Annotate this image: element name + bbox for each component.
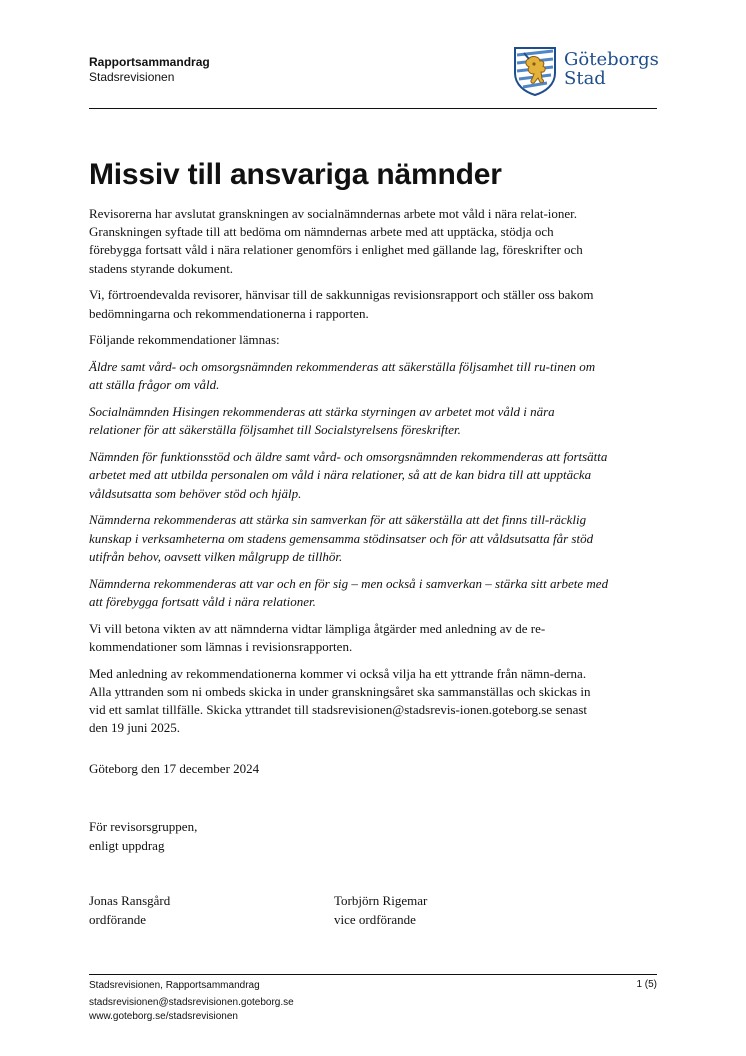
signoff-line-2: enligt uppdrag [89, 838, 165, 853]
footer-divider [89, 974, 657, 975]
paragraph-intro: Revisorerna har avslutat granskningen av socialnämndernas arbete mot våld i nära relat-ioner. Granskningen syftade till att bedöma om nämndernas arbete med att upptäcka, stödja och förebygga fortsatt våld i nära relationer genomförs i enlighet med gällande lag, föreskrifter och stadens styrande dokument. [89, 206, 583, 276]
recommendation-2: Socialnämnden Hisingen rekommenderas att stärka styrningen av arbetet mot våld i nära relationer för att säkerställa följsamhet till Socialstyrelsens föreskrifter. [89, 404, 555, 438]
logo-line-2: Stad [564, 68, 606, 89]
city-crest-icon [512, 45, 558, 97]
signoff-line-1: För revisorsgruppen, [89, 819, 198, 834]
recommendation-4: Nämnderna rekommenderas att stärka sin samverkan för att säkerställa att det finns till-räcklig kunskap i verksamheterna om stadens gemensamma stödinsatser och för att våldsutsatta får stöd utifrån behov, oavsett vilken målgrupp de tillhör. [89, 512, 594, 564]
recommendation-3: Nämnden för funktionsstöd och äldre samt vård- och omsorgsnämnden rekommenderas att fortsätta arbetet med att utbilda personalen om våld i nära relationer, så att de kan bidra till att upptäcka våldsutsatta som behöver stöd och hjälp. [89, 449, 608, 501]
header-subtitle: Stadsrevisionen [89, 70, 175, 84]
footer-website: www.goteborg.se/stadsrevisionen [89, 1011, 238, 1022]
signatory-name: Torbjörn Rigemar [334, 893, 428, 908]
document-body [89, 205, 609, 746]
signatory-1 [89, 891, 170, 929]
paragraph-emphasis: Vi vill betona vikten av att nämnderna vidtar lämpliga åtgärder med anledning av de re-kommendationer som lämnas i revisionsrapporten. [89, 620, 546, 654]
paragraph-response-request: Med anledning av rekommendationerna kommer vi också vilja ha ett yttrande från nämn-derna. Alla yttranden som ni ombeds skicka in under granskningsåret ska sammanställas och skickas in vid ett samlat tillfälle. Skicka yttrandet till stadsrevisionen@stadsrevis-ionen.goteborg.se senast den 19 juni 2025. [89, 665, 591, 736]
logo-wordmark [564, 50, 659, 88]
header-title: Rapportsammandrag [89, 55, 210, 69]
goteborgs-stad-logo [512, 45, 662, 97]
signatory-role: ordförande [89, 912, 147, 927]
recommendation-5: Nämnderna rekommenderas att var och en för sig – men också i samverkan – stärka sitt arbete med att förebygga fortsatt våld i nära relationer. [89, 575, 609, 609]
page-footer [89, 979, 294, 1024]
signoff [89, 817, 197, 855]
footer-email: stadsrevisionen@stadsrevisionen.goteborg.se [89, 997, 294, 1008]
signatory-name: Jonas Ransgård [89, 893, 171, 908]
page-number: 1 (5) [636, 979, 657, 990]
page-title: Missiv till ansvariga nämnder [89, 158, 502, 191]
footer-source: Stadsrevisionen, Rapportsammandrag [89, 980, 260, 991]
signatory-role: vice ordförande [334, 912, 416, 927]
signatory-2 [334, 891, 427, 929]
header-divider [89, 108, 657, 109]
paragraph-reference: Vi, förtroendevalda revisorer, hänvisar till de sakkunnigas revisionsrapport och ställer oss bakom bedömningarna och rekommendationerna i rapporten. [89, 287, 594, 321]
paragraph-recommendations-lead: Följande rekommendationer lämnas: [89, 332, 280, 348]
recommendation-1: Äldre samt vård- och omsorgsnämnden rekommenderas att säkerställa följsamhet till ru-tinen om att ställa frågor om våld. [89, 359, 596, 393]
date-line: Göteborg den 17 december 2024 [89, 761, 260, 776]
logo-line-1: Göteborgs [564, 49, 659, 70]
